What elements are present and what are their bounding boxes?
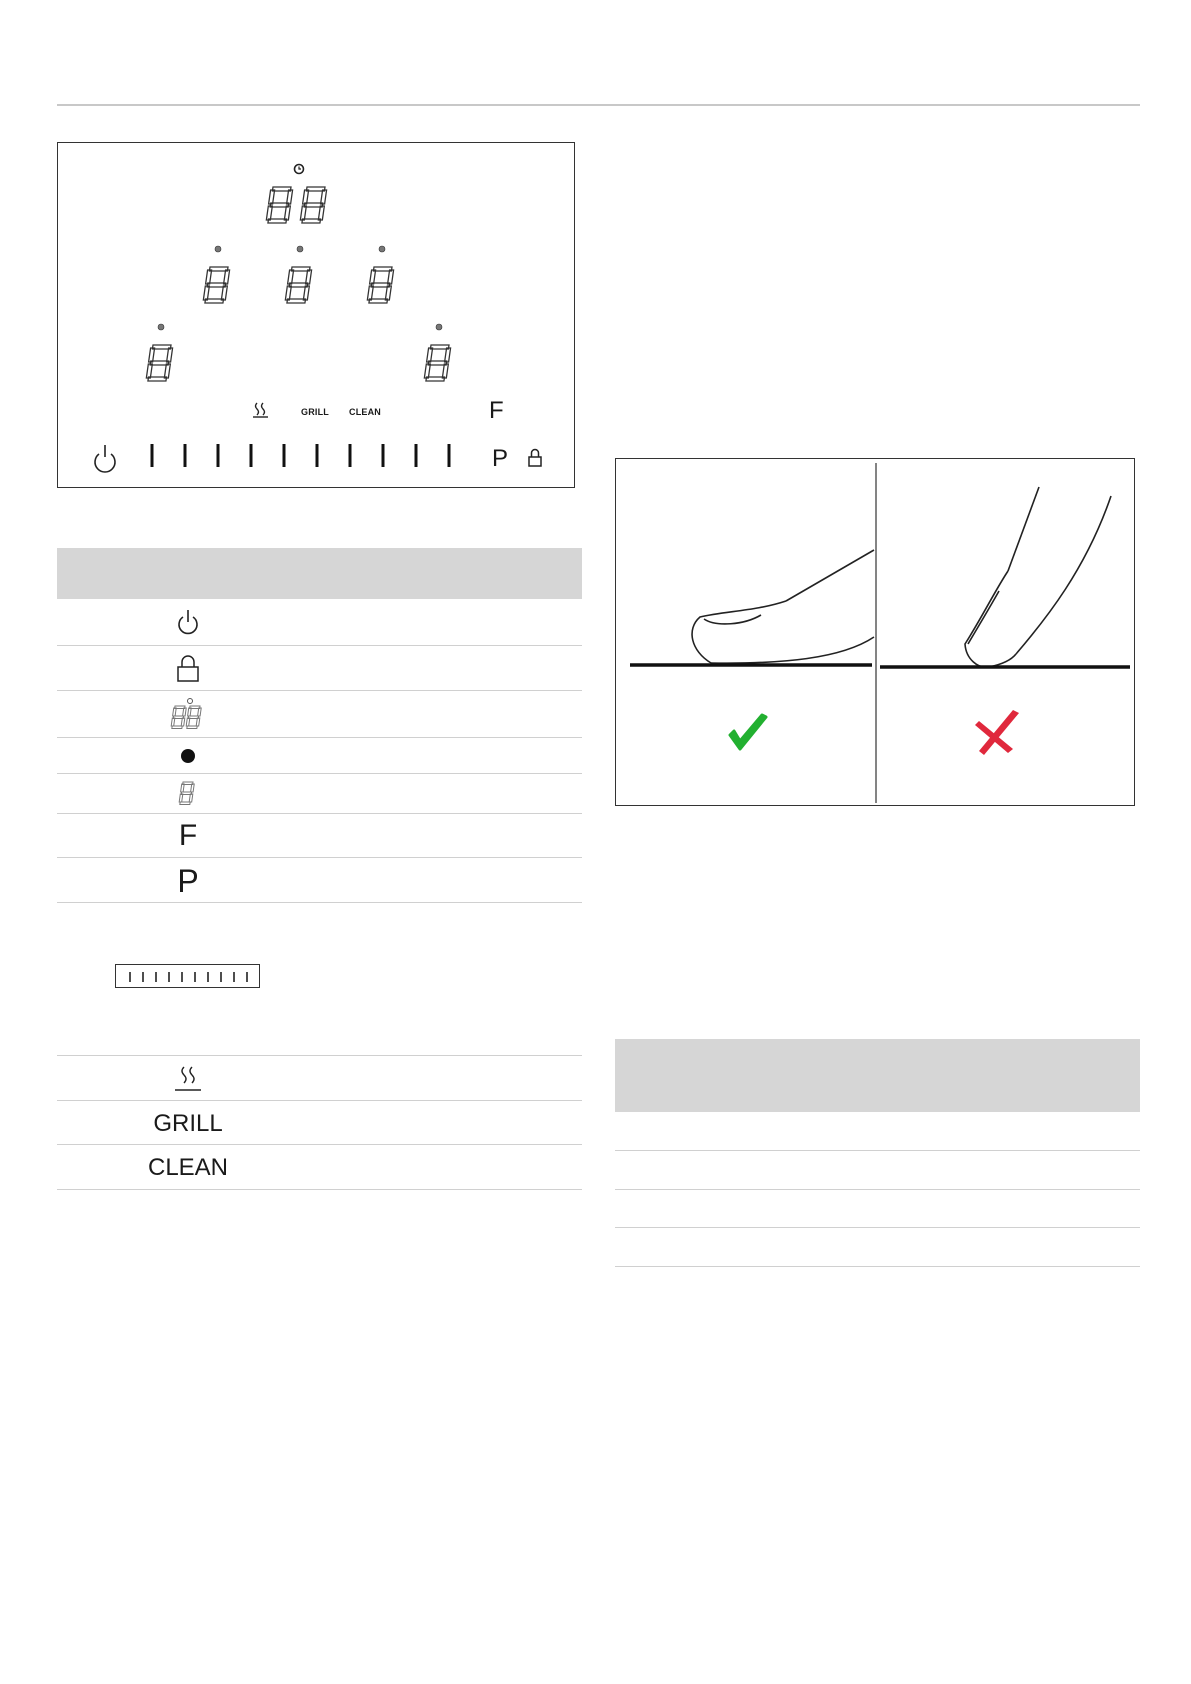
control-panel-graphics (58, 143, 576, 489)
table-row (160, 697, 216, 731)
table-row (168, 1062, 208, 1094)
table-row (168, 780, 208, 808)
timer-display (266, 187, 327, 223)
info-table-header (615, 1039, 1140, 1112)
slider-icon-ticks (116, 965, 261, 989)
finger-flat-illustration (692, 550, 874, 663)
table-row-divider (57, 1189, 582, 1190)
table-row-divider (57, 690, 582, 691)
control-panel-diagram (57, 142, 575, 488)
symbols-table-header (57, 548, 582, 599)
table-row-divider (615, 1189, 1140, 1190)
timer-icon (295, 165, 304, 174)
zone-indicator-dots (158, 246, 442, 330)
table-row-divider (57, 1144, 582, 1145)
table-row-divider (57, 813, 582, 814)
touch-illustration-graphics (616, 459, 1136, 807)
power-icon (175, 608, 201, 636)
table-row-symbol: F (178, 819, 198, 852)
lock-icon (175, 654, 201, 682)
keep-warm-icon (173, 1063, 203, 1093)
table-row-divider (615, 1150, 1140, 1151)
table-row-divider (57, 773, 582, 774)
power-boost-key[interactable]: P (492, 445, 509, 472)
table-row (168, 608, 208, 636)
table-row (168, 745, 208, 767)
lock-icon[interactable] (529, 450, 541, 466)
keep-warm-icon (253, 403, 268, 417)
power-icon[interactable] (95, 445, 115, 472)
table-row-divider (57, 1100, 582, 1101)
timer-display-icon (168, 697, 208, 731)
table-row-divider (57, 1055, 582, 1056)
function-key[interactable]: F (489, 397, 504, 424)
table-row-symbol: P (177, 863, 199, 899)
table-row-divider (57, 645, 582, 646)
header-rule (57, 104, 1140, 106)
table-row-symbol: GRILL (153, 1110, 223, 1137)
table-row-symbol: CLEAN (147, 1154, 229, 1181)
table-row-divider (615, 1227, 1140, 1228)
table-row-divider (57, 857, 582, 858)
clean-label[interactable]: CLEAN (349, 407, 381, 417)
indicator-dot-icon (179, 747, 197, 765)
power-slider[interactable] (152, 444, 449, 467)
zone-display-icon (178, 781, 198, 807)
checkmark-icon (730, 715, 766, 749)
slider-icon (115, 964, 260, 988)
grill-label[interactable]: GRILL (301, 407, 329, 417)
table-row-divider (57, 737, 582, 738)
finger-tip-illustration (965, 487, 1111, 667)
cross-icon (975, 710, 1019, 755)
table-row-divider (615, 1266, 1140, 1267)
touch-technique-illustration (615, 458, 1135, 806)
table-row-divider (57, 902, 582, 903)
table-row (168, 653, 208, 683)
zone-displays (146, 267, 451, 381)
